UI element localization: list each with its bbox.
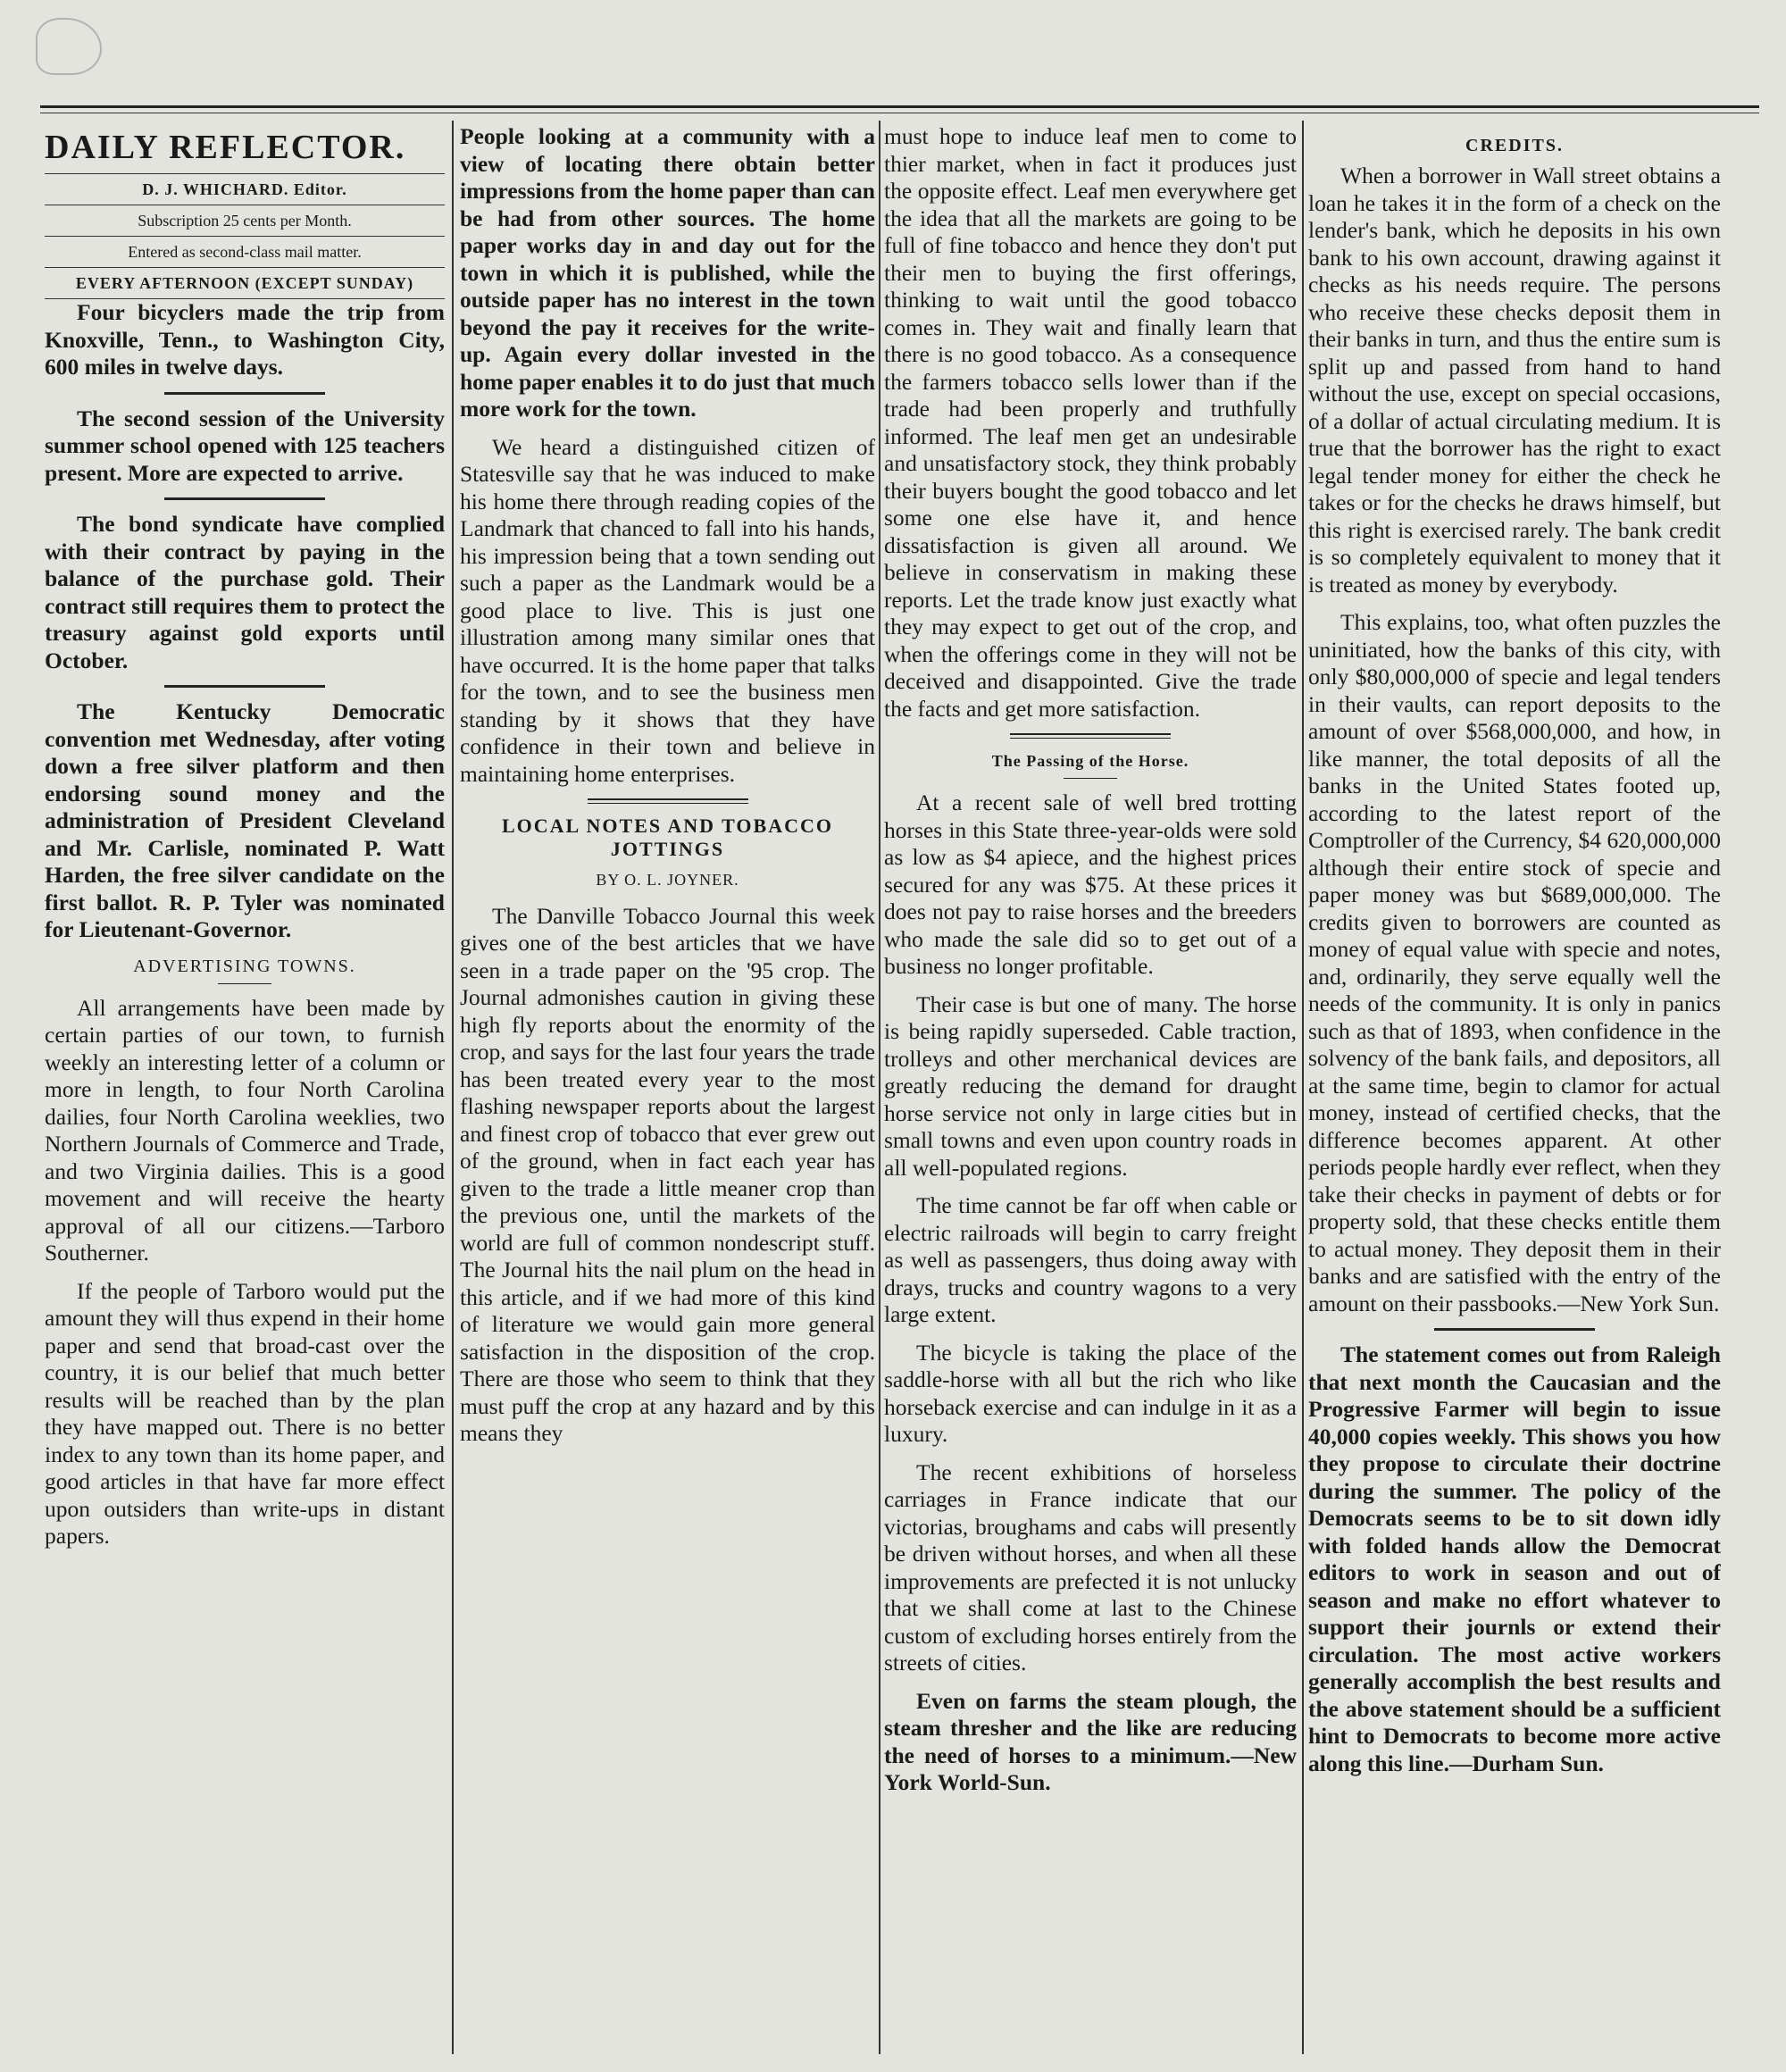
masthead-entry: Entered as second-class mail matter. bbox=[45, 236, 445, 267]
news-item: The bond syndicate have complied with their contract by paying in the balance of the purchase gold. Their contract still requires them to protect the treasury against gold exports until October. bbox=[45, 511, 445, 673]
separator bbox=[164, 497, 325, 500]
article-paragraph: When a borrower in Wall street obtains a loan he takes it in the form of a check on the lender's bank, which he deposits in his own bank to his own account, drawing against it checks as his needs require. The persons who receive these checks deposit them in their banks in turn, and thus the entire sum is split up and passed from hand to hand without the use, except on special occasions, of a dollar of actual circulating medium. It is true that the borrower has the right to exact legal tender money for either the check he takes or for the checks he draws himself, but this right is exercised rarely. The bank credit is so completely equivalent to money that it is treated as money by everybody. bbox=[1308, 163, 1721, 597]
column-divider bbox=[1302, 121, 1304, 2054]
article-heading: The Passing of the Horse. bbox=[991, 752, 1189, 770]
article-paragraph: At a recent sale of well bred trotting horses in this State three-year-olds were sold as low as $4 apiece, and the highest prices secured for any was $75. At these prices it does not pay to raise horses and the breeders who made the sale did so to get out of a business no longer profitable. bbox=[884, 790, 1297, 979]
article-paragraph: Their case is but one of many. The horse is being rapidly superseded. Cable traction, trolleys and other merchanical devices are greatly reducing the demand for draught horse service not only in large cities but in small towns and even upon country roads in all well-populated regions. bbox=[884, 990, 1297, 1181]
separator bbox=[1434, 1328, 1595, 1331]
news-item: The second session of the University summer school opened with 125 teachers present. More are expected to arrive. bbox=[45, 405, 445, 486]
article-paragraph: All arrangements have been made by certain parties of our town, to furnish weekly an interesting letter of a column or more in length, to four North Carolina dailies, four North Carolina weeklies, two Northern Journals of Commerce and Trade, and two Virginia dailies. This is a good movement and will receive the hearty approval of all our citizens.—Tarboro Southerner. bbox=[45, 994, 445, 1266]
masthead-schedule: EVERY AFTERNOON (EXCEPT SUNDAY) bbox=[45, 267, 445, 299]
news-item: Four bicyclers made the trip from Knoxville, Tenn., to Washington City, 600 miles in twelve days. bbox=[45, 299, 445, 380]
article-paragraph: Even on farms the steam plough, the steam thresher and the like are reducing the need of horses to a minimum.—New York World-Sun. bbox=[884, 1687, 1297, 1795]
article-paragraph: The Danville Tobacco Journal this week gives one of the best articles that we have seen in a trade paper on the '95 crop. The Journal admonishes caution in giving these high fly reports about the enormity of the crop, and says for the last four years the trade has been treated every year to the most flashing newspaper reports about the largest and finest crop of tobacco that ever grew out of the ground, when in fact each year has given to the trade a little meaner crop than the previous one, until the markets of the world are full of common nondescript stuff. The Journal hits the nail plum on the head in this article, and if we had more of this kind of literature we would gain more general satisfaction in the disposition of the crop. There are those who seem to think that they must puff the crop at any hazard and by this means they bbox=[460, 902, 875, 1446]
top-rule bbox=[40, 105, 1759, 108]
column-1 bbox=[45, 123, 445, 2043]
column-4 bbox=[1308, 123, 1721, 2043]
masthead-editor: D. J. WHICHARD. Editor. bbox=[45, 173, 445, 205]
article-paragraph: The statement comes out from Raleigh that next month the Caucasian and the Progressive Farmer will begin to issue 40,000 copies weekly. This shows you how they propose to circulate their doctrine during the summer. The policy of the Democrats seems to be to sit down idly with folded hands allow the Democrat editors to work in season and out of season and make no effort whatever to support their journls or extend their circulation. The most active workers generally accomplish the best results and the above statement should be a sufficient hint to Democrats to become more active along this line.—Durham Sun. bbox=[1308, 1341, 1721, 1776]
byline: BY O. L. JOYNER. bbox=[596, 871, 739, 889]
page-blemish bbox=[36, 18, 102, 75]
news-item: The Kentucky Democratic convention met Wednesday, after voting down a free silver platform and then endorsing sound money and the administration of President Cleveland and Mr. Carlisle, nominated P. Watt Harden, the free silver candidate on the first ballot. R. P. Tyler was nominated for Lieutenant-Governor. bbox=[45, 698, 445, 942]
news-items bbox=[45, 299, 445, 944]
column-divider bbox=[452, 121, 454, 2054]
article-paragraph: must hope to induce leaf men to come to thier market, when in fact it produces just the opposite effect. Leaf men everywhere get the idea that all the markets are going to be full of fine tobacco and hence they don't put their men to buying the first offerings, thinking to wait until the good tobacco comes in. They wait and finally learn that there is no good tobacco. As a consequence the farmers tobacco sells lower than if the trade had been properly and truthfully informed. The leaf men get an undesirable and unsatisfactory stock, they think probably their buyers bought the good tobacco and let some one else have it, and hence dissatisfaction is given all around. We believe in conservatism in making these reports. Let the trade know just exactly what they may expect to get out of the crop, and when the offerings come in they will not be deceived and disappointed. Give the trade the facts and get more satisfaction. bbox=[884, 123, 1297, 722]
article-heading: ADVERTISING TOWNS. bbox=[133, 956, 356, 976]
article-paragraph: This explains, too, what often puzzles the uninitiated, how the banks of this city, with only $80,000,000 of specie and legal tenders in their vaults, can report deposits to the amount of over $568,000,000, and how, in like manner, the total deposits of all the banks in the United States footed up, according to the latest report of the Comptroller of the Currency, $4 620,000,000 although their entire stock of specie and paper money was but $689,000,000. The credits given to borrowers are counted as money of equal value with specie and notes, and, ordinarily, they serve equally well the needs of the community. It is only in panics such as that of 1893, when confidence in the solvency of the bank fails, and depositors, all at the same time, begin to clamor for actual money, instead of certified checks, that the difference becomes apparent. At other periods people hardly ever reflect, when they take their checks in payment of debts or for property sold, that these checks entitle them to actual money. They deposit them in their banks and are satisfied with the entry of the amount on their passbooks.—New York Sun. bbox=[1308, 609, 1721, 1316]
masthead-subscription: Subscription 25 cents per Month. bbox=[45, 205, 445, 236]
column-divider bbox=[879, 121, 880, 2054]
column-3 bbox=[884, 123, 1297, 2043]
column-2 bbox=[460, 123, 875, 2043]
masthead-title: DAILY REFLECTOR. bbox=[45, 129, 406, 166]
article-paragraph: People looking at a community with a view of locating there obtain better impressions from the home paper than can be had from other sources. The home paper works day in and day out for the town in which it is published, while the outside paper has no interest in the town beyond the pay it receives for the write-up. Again every dollar invested in the home paper enables it to do just that much more work for the town. bbox=[460, 123, 875, 422]
article-heading: CREDITS. bbox=[1465, 136, 1564, 155]
article-paragraph: The recent exhibitions of horseless carriages in France indicate that our victorias, broughams and cabs will presently be driven without horses, and when all these improvements are prefected it is not unlucky that we shall come at last to the Chinese custom of excluding horses entirely from the streets of cities. bbox=[884, 1458, 1297, 1675]
article-paragraph: If the people of Tarboro would put the amount they will thus expend in their home paper and send that broad-cast over the country, it is our belief that much better results will be reached than by the plan they have mapped out. There is no better index to any town than its home paper, and good articles in that have far more effect upon outsiders than write-ups in distant papers. bbox=[45, 1277, 445, 1549]
separator bbox=[588, 798, 748, 804]
article-heading: LOCAL NOTES AND TOBACCO JOTTINGS bbox=[502, 815, 833, 860]
separator bbox=[164, 685, 325, 688]
separator bbox=[164, 392, 325, 395]
article-paragraph: The bicycle is taking the place of the saddle-horse with all but the rich who like horseback exercise and can indulge in it as a luxury. bbox=[884, 1339, 1297, 1447]
separator bbox=[1064, 778, 1117, 779]
article-paragraph: The time cannot be far off when cable or electric railroads will begin to carry freight as well as passengers, thus doing away with drays, trucks and country wagons to a very large extent. bbox=[884, 1192, 1297, 1327]
separator bbox=[1010, 733, 1171, 739]
separator bbox=[218, 983, 271, 984]
article-paragraph: We heard a distinguished citizen of Statesville say that he was induced to make his home there through reading copies of the Landmark that chanced to fall into his hands, his impression being that a town sending out such a paper as the Landmark would be a good place to live. This is just one illustration among many similar ones that have occurred. It is the home paper that talks for the town, and to see the business men standing by it shows that they have confidence in their town and believe in maintaining home enterprises. bbox=[460, 433, 875, 787]
